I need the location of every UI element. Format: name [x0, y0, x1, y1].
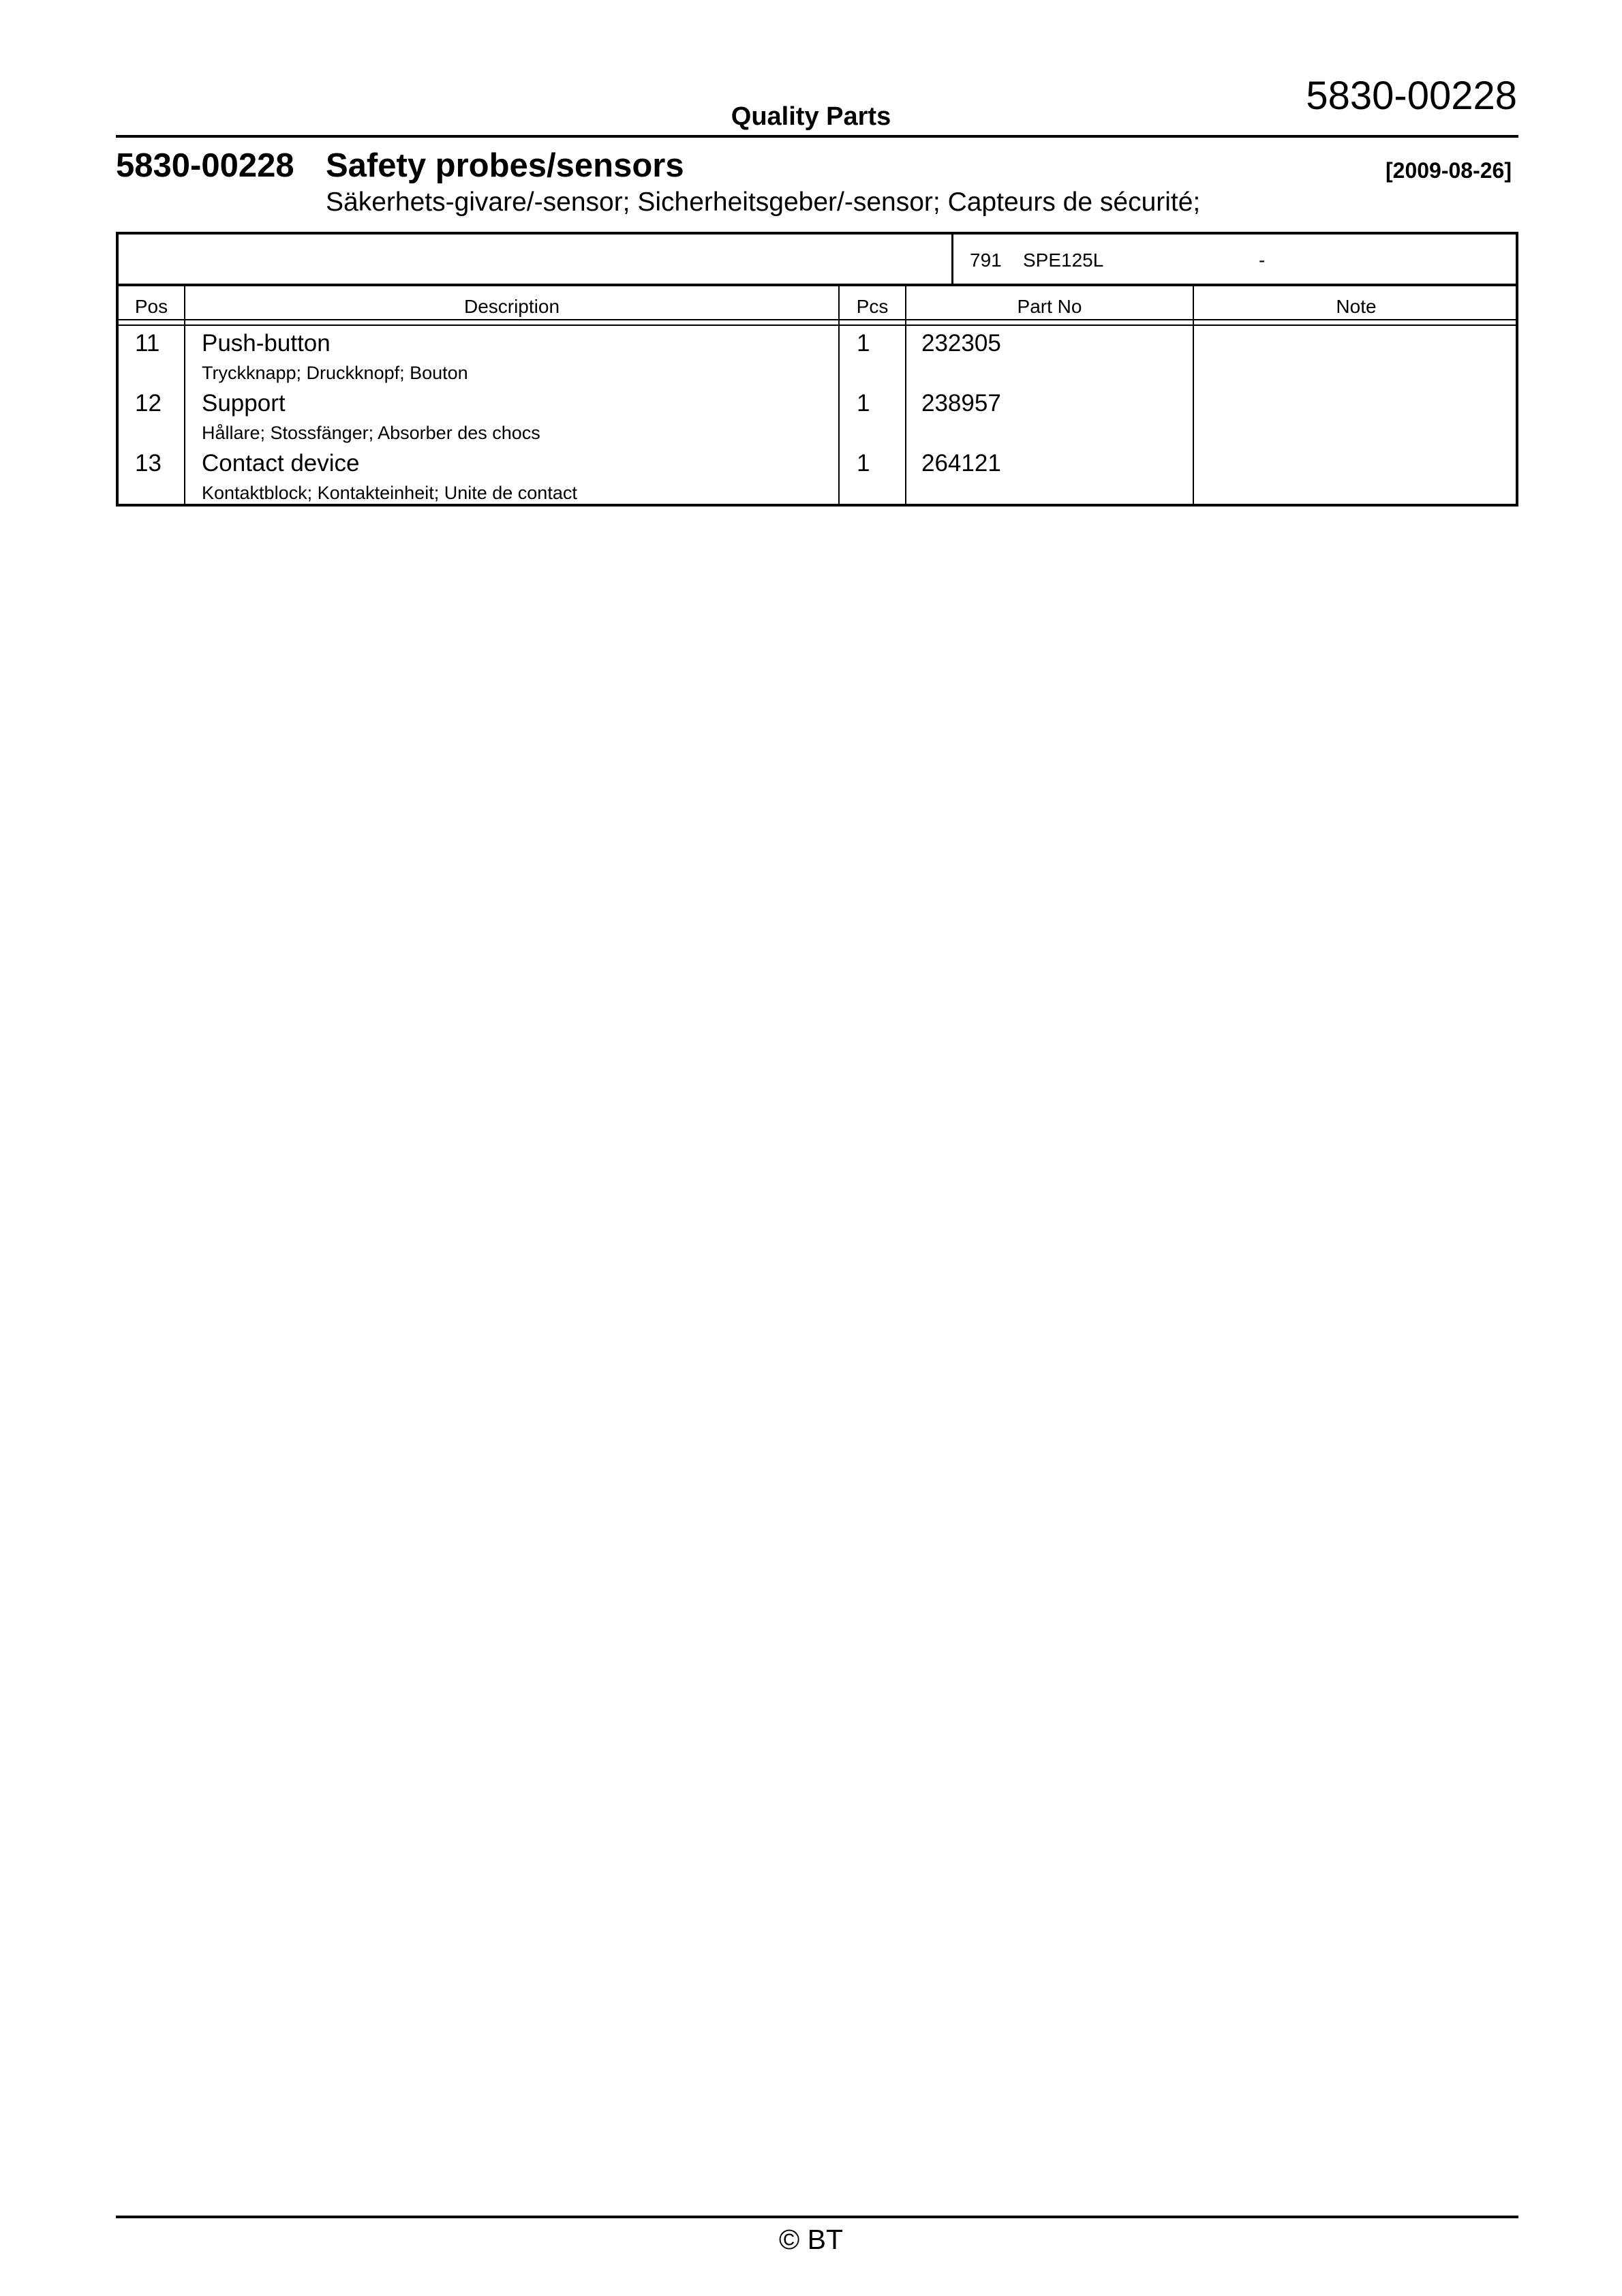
- row-pcs: 1: [857, 330, 870, 357]
- column-header-description: Description: [463, 296, 560, 317]
- copyright-footer: © BT: [779, 2224, 843, 2255]
- footer-divider: [116, 2216, 1518, 2218]
- part-subtitle: Säkerhets-givare/-sensor; Sicherheitsgeber/-sensor; Capteurs de sécurité;: [326, 187, 1201, 217]
- column-header-pcs: Pcs: [856, 296, 889, 317]
- table-row: [119, 450, 1516, 510]
- row-description: Push-button: [202, 330, 331, 357]
- model-code: 791: [970, 250, 1002, 271]
- column-header-note: Note: [1336, 296, 1377, 317]
- column-header-pos: Pos: [134, 296, 168, 317]
- part-date: [2009-08-26]: [1386, 158, 1512, 183]
- page-header-title: Quality Parts: [731, 102, 891, 131]
- row-pos: 13: [135, 450, 162, 477]
- row-part-no: 238957: [921, 390, 1001, 417]
- model-name: SPE125L: [1023, 250, 1104, 271]
- header-rule-upper: [119, 319, 1516, 320]
- row-part-no: 264121: [921, 450, 1001, 477]
- row-pos: 12: [135, 390, 162, 417]
- header-divider: [116, 135, 1518, 138]
- part-number: 5830-00228: [116, 147, 294, 184]
- row-description-translations: Hållare; Stossfänger; Absorber des chocs: [202, 423, 540, 443]
- document-number: 5830-00228: [1306, 74, 1517, 118]
- row-description-translations: Kontaktblock; Kontakteinheit; Unite de contact: [202, 483, 577, 503]
- row-description: Contact device: [202, 450, 360, 477]
- row-part-no: 232305: [921, 330, 1001, 357]
- column-header-part-no: Part No: [1017, 296, 1082, 317]
- parts-table: [116, 232, 1518, 507]
- table-row: [119, 330, 1516, 390]
- model-extra: -: [1259, 250, 1266, 271]
- table-row: [119, 390, 1516, 450]
- row-description-translations: Tryckknapp; Druckknopf; Bouton: [202, 363, 468, 383]
- part-title: Safety probes/sensors: [326, 147, 684, 184]
- row-description: Support: [202, 390, 286, 417]
- row-pcs: 1: [857, 390, 870, 417]
- model-row: [119, 235, 1516, 286]
- model-cell: [951, 235, 1516, 284]
- header-rule-lower: [119, 324, 1516, 326]
- row-pos: 11: [135, 330, 160, 357]
- row-pcs: 1: [857, 450, 870, 477]
